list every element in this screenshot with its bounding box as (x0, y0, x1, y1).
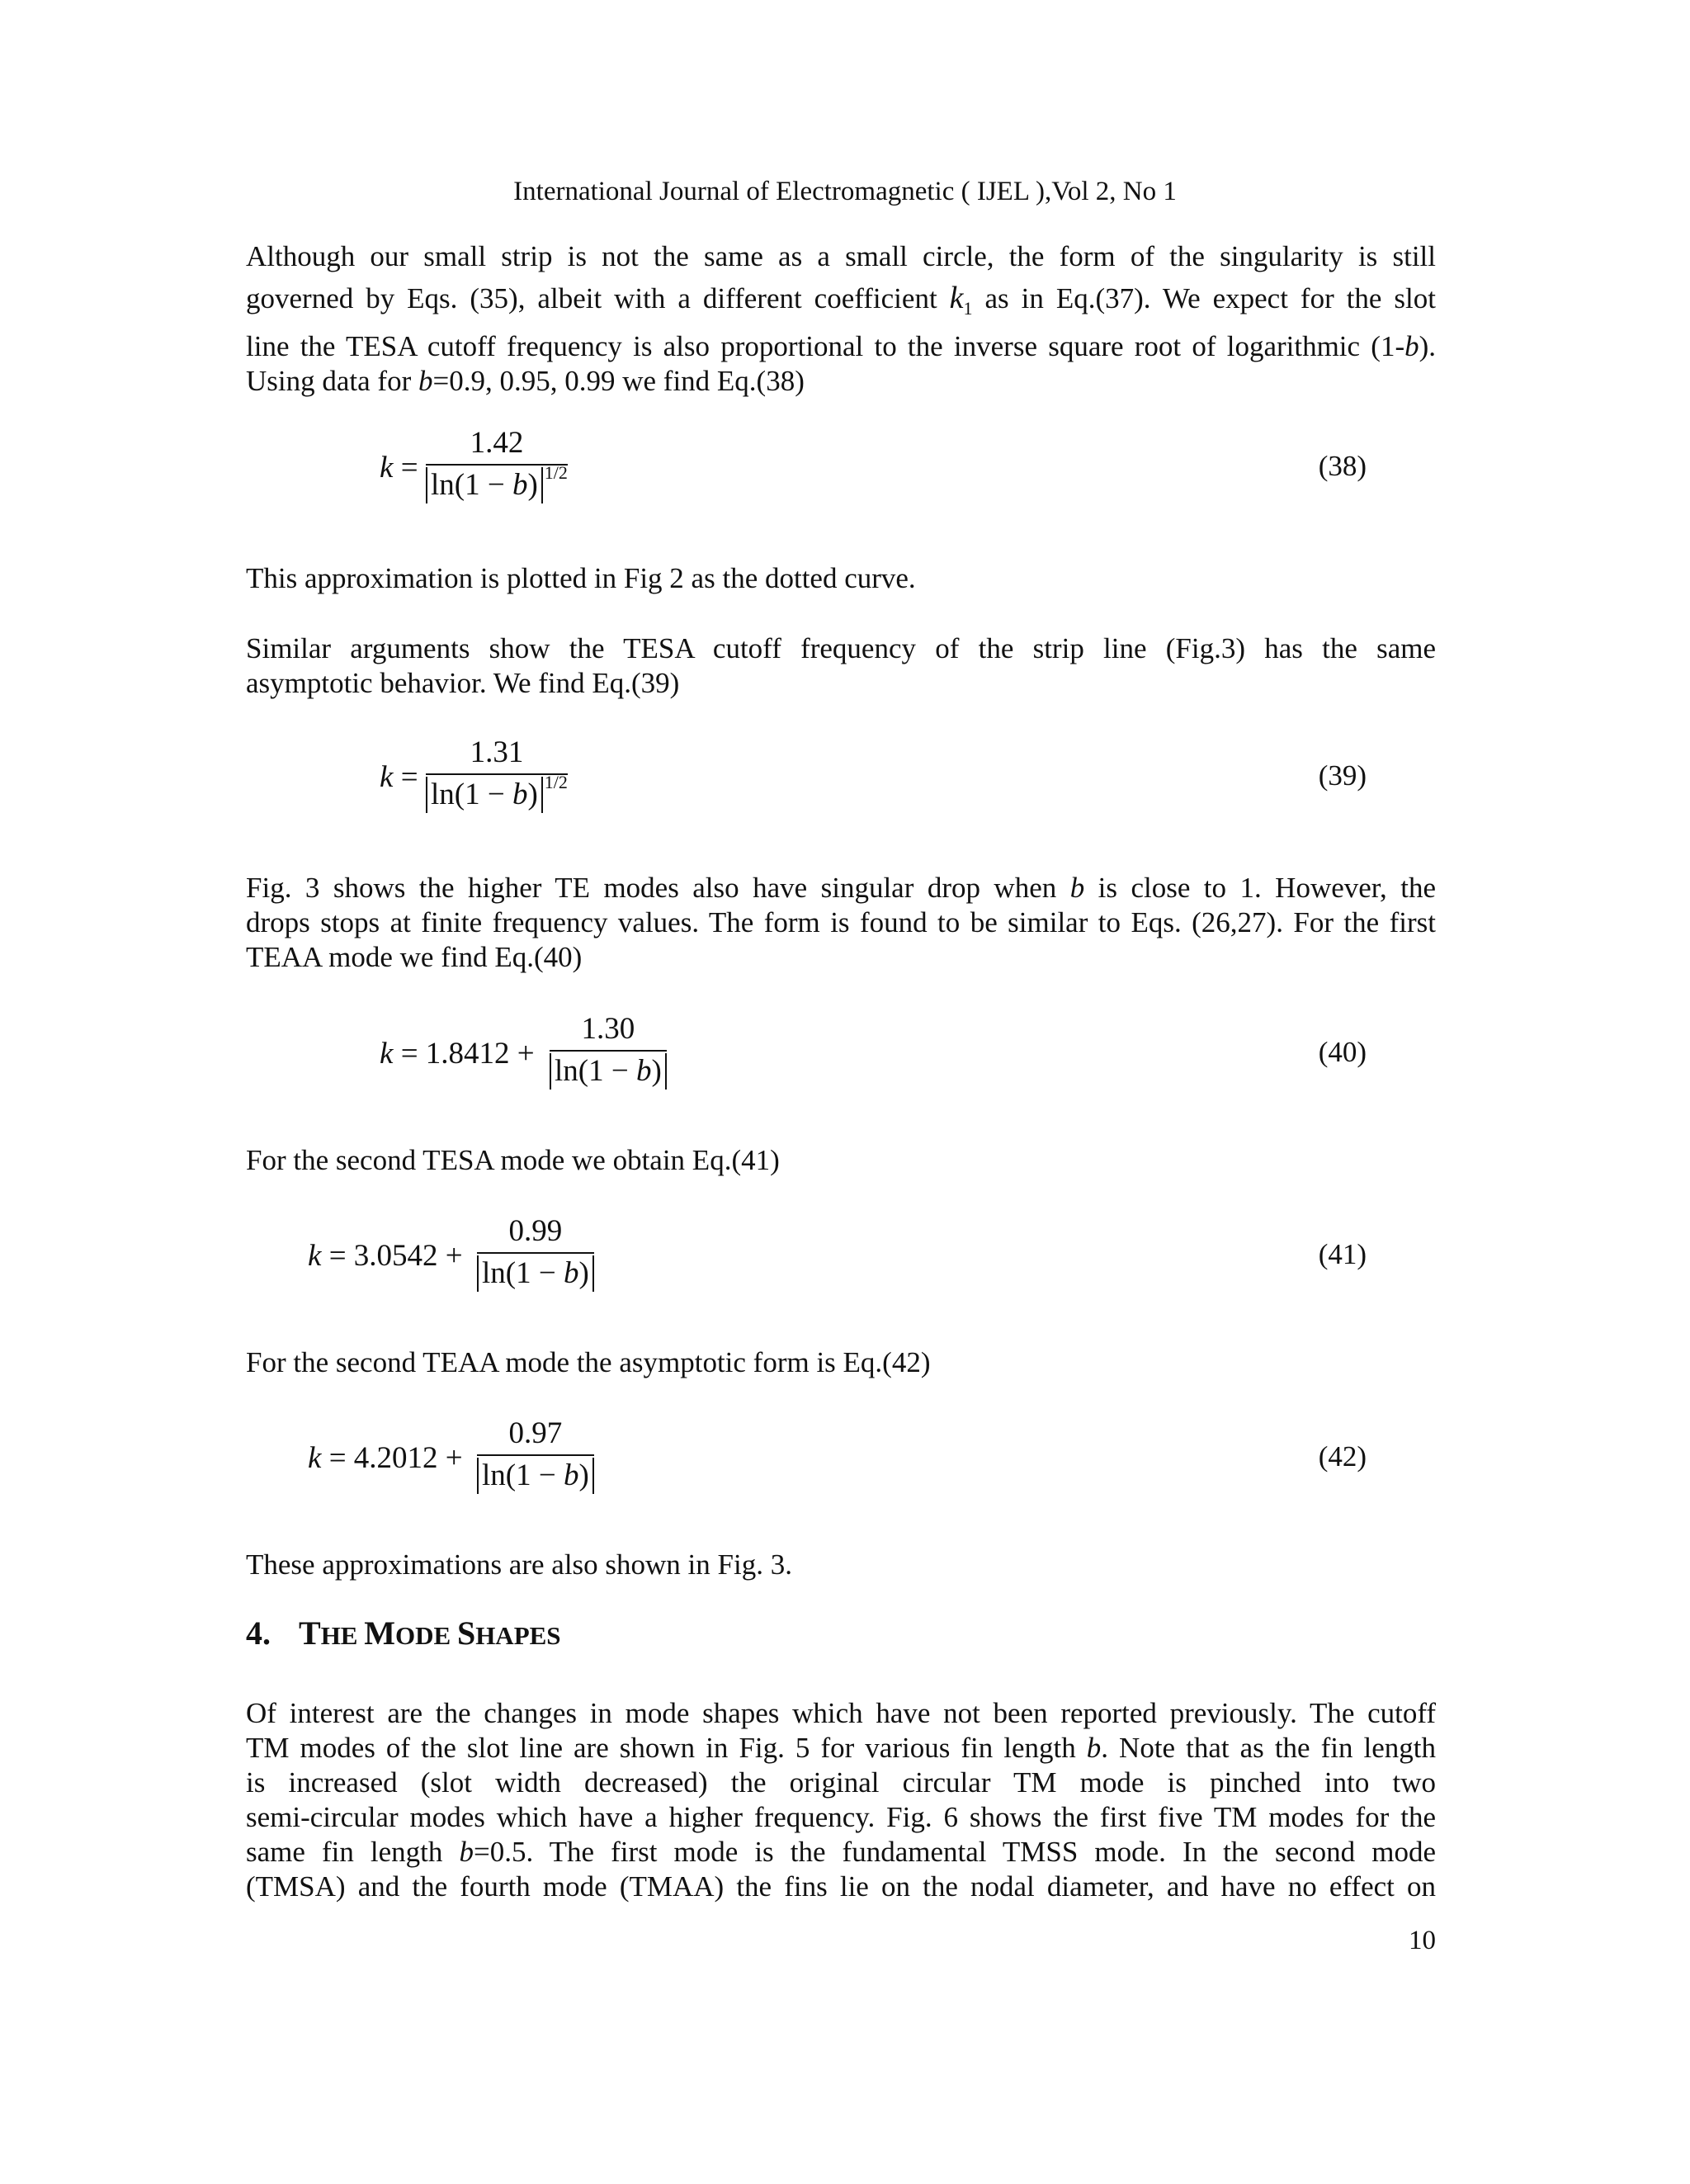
paragraph-line: This approximation is plotted in Fig 2 as the dotted curve. (246, 562, 916, 594)
paragraph-line: TEAA mode we find Eq.(40) (246, 941, 583, 973)
paragraph-8 (246, 1696, 1436, 1904)
equation-41 (246, 1213, 1436, 1312)
fraction-numerator: 0.99 (477, 1213, 594, 1254)
paragraph-line: governed by Eqs. (35), albeit with a different coefficient $k_1$ as in Eq.(37). We expect for the slot (246, 281, 1437, 319)
section-heading: 4. THE MODE SHAPES (246, 1614, 561, 1652)
equation-lhs: k = (380, 451, 418, 485)
equation-42 (246, 1416, 1436, 1515)
equation-number: (40) (1318, 1036, 1367, 1068)
paragraph-line: (TMSA) and the fourth mode (TMAA) the fins lie on the nodal diameter, and have no effect on (246, 1870, 1436, 1903)
paragraph-line: semi-circular modes which have a higher frequency. Fig. 6 shows the first five TM modes for the (246, 1801, 1436, 1833)
running-header: International Journal of Electromagnetic ( IJEL ),Vol 2, No 1 (513, 177, 1177, 206)
paragraph-line: Similar arguments show the TESA cutoff frequency of the strip line (Fig.3) has the same (246, 632, 1436, 664)
paragraph-line: same fin length b=0.5. The first mode is the fundamental TMSS mode. In the second mode (246, 1836, 1436, 1868)
equation-fraction (550, 1011, 667, 1090)
equation-lhs: k = 1.8412 + (380, 1037, 535, 1071)
equation-number: (38) (1318, 450, 1367, 482)
paragraph-line: Of interest are the changes in mode shapes which have not been reported previously. The cutoff (246, 1697, 1436, 1729)
paragraph-1 (246, 239, 1436, 399)
paragraph-line: Using data for b=0.9, 0.95, 0.99 we find Eq.(38) (246, 365, 805, 397)
equation-38 (246, 425, 1436, 524)
fraction-denominator: ln(1 − b) $^{1/2}$ (426, 466, 568, 503)
equation-lhs: k = 4.2012 + (308, 1441, 463, 1475)
paragraph-line: line the TESA cutoff frequency is also proportional to the inverse square root of logarithmic (1-b). (246, 330, 1436, 362)
paragraph-line: For the second TEAA mode the asymptotic form is Eq.(42) (246, 1346, 931, 1378)
paragraph-2 (246, 561, 1436, 596)
fraction-denominator: ln(1 − b) (550, 1052, 667, 1090)
equation-number: (42) (1318, 1440, 1367, 1473)
fraction-denominator: ln(1 − b) (477, 1456, 594, 1494)
equation-fraction (426, 735, 568, 813)
page-number: 10 (1409, 1926, 1436, 1955)
paragraph-line: drops stops at finite frequency values. The form is found to be similar to Eqs. (26,27). For the first (246, 906, 1436, 938)
paragraph-4 (246, 871, 1436, 975)
equation-number: (39) (1318, 759, 1367, 792)
paragraph-5 (246, 1143, 1436, 1178)
equation-39 (246, 735, 1436, 834)
paragraph-6 (246, 1345, 1436, 1380)
equation-fraction (477, 1416, 594, 1494)
paragraph-line: Fig. 3 shows the higher TE modes also have singular drop when b is close to 1. However, the (246, 872, 1437, 904)
equation-lhs: k = 3.0542 + (308, 1239, 463, 1273)
paragraph-line: is increased (slot width decreased) the original circular TM mode is pinched into two (246, 1766, 1436, 1799)
equation-lhs: k = (380, 760, 418, 794)
paragraph-line: For the second TESA mode we obtain Eq.(41) (246, 1144, 780, 1176)
fraction-numerator: 1.31 (426, 735, 568, 775)
paragraph-line: asymptotic behavior. We find Eq.(39) (246, 667, 680, 699)
fraction-numerator: 1.30 (550, 1011, 667, 1052)
equation-fraction (426, 425, 568, 503)
paragraph-line: Although our small strip is not the same as a small circle, the form of the singularity is still (246, 240, 1436, 272)
fraction-denominator: ln(1 − b) (477, 1254, 594, 1292)
section-number: 4. (246, 1614, 271, 1652)
fraction-denominator: ln(1 − b) $^{1/2}$ (426, 775, 568, 813)
paragraph-line: These approximations are also shown in Fig. 3. (246, 1548, 792, 1581)
equation-40 (246, 1011, 1436, 1110)
paragraph-line: TM modes of the slot line are shown in Fig. 5 for various fin length b. Note that as the fin length (246, 1732, 1436, 1764)
equation-fraction (477, 1213, 594, 1292)
equation-number: (41) (1318, 1238, 1367, 1270)
paragraph-7 (246, 1548, 1436, 1582)
fraction-numerator: 1.42 (426, 425, 568, 466)
fraction-numerator: 0.97 (477, 1416, 594, 1456)
paragraph-3 (246, 631, 1436, 701)
